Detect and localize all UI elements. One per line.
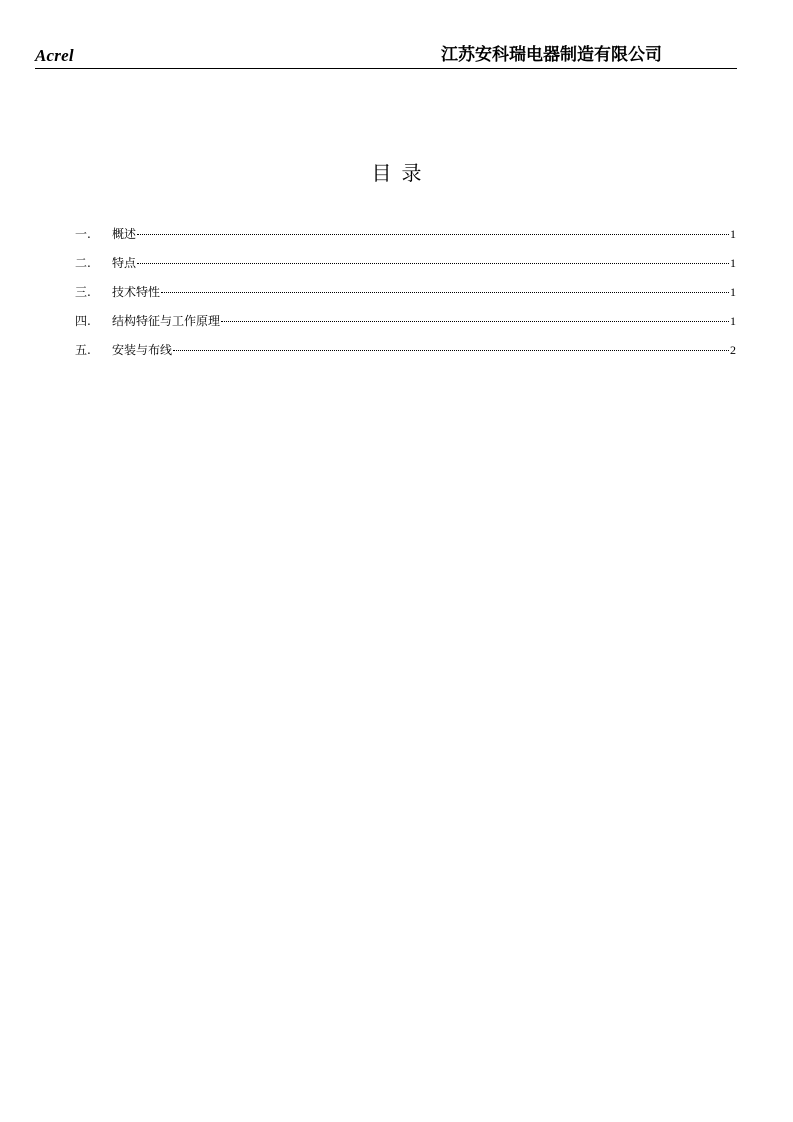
brand-logo-text: Acrel <box>35 46 74 65</box>
toc-title: 目录 <box>371 161 432 185</box>
page-header <box>35 42 737 69</box>
toc-entry-page[interactable]: 1 <box>730 314 736 328</box>
toc-entry[interactable] <box>75 341 736 370</box>
toc-entry-label[interactable]: 结构特征与工作原理 <box>112 314 221 328</box>
toc-entry-number: 四. <box>75 314 91 328</box>
toc-entry-number: 五. <box>75 343 91 357</box>
toc-entry-number: 一. <box>75 227 91 241</box>
toc-leader-dots <box>173 349 729 351</box>
toc-entry-page[interactable]: 2 <box>730 343 736 357</box>
toc-entry[interactable] <box>75 312 736 341</box>
toc-entry-number: 二. <box>75 256 91 270</box>
company-name: 江苏安科瑞电器制造有限公司 <box>441 45 662 65</box>
toc-leader-dots <box>161 291 729 293</box>
toc-entry-page[interactable]: 1 <box>730 227 736 241</box>
toc-entry-page[interactable]: 1 <box>730 256 736 270</box>
toc-entry-number: 三. <box>75 285 91 299</box>
toc-leader-dots <box>137 262 729 264</box>
toc-leader-dots <box>137 233 729 235</box>
toc-entry-label[interactable]: 安装与布线 <box>112 343 173 357</box>
toc-leader-dots <box>221 320 729 322</box>
toc-entry-label[interactable]: 特点 <box>112 256 137 270</box>
toc-entry-page[interactable]: 1 <box>730 285 736 299</box>
toc-entry-label[interactable]: 技术特性 <box>112 285 161 299</box>
toc-entry[interactable] <box>75 283 736 312</box>
toc-entry-label[interactable]: 概述 <box>112 227 137 241</box>
table-of-contents <box>75 225 736 370</box>
toc-entry[interactable] <box>75 254 736 283</box>
toc-entry[interactable] <box>75 225 736 254</box>
